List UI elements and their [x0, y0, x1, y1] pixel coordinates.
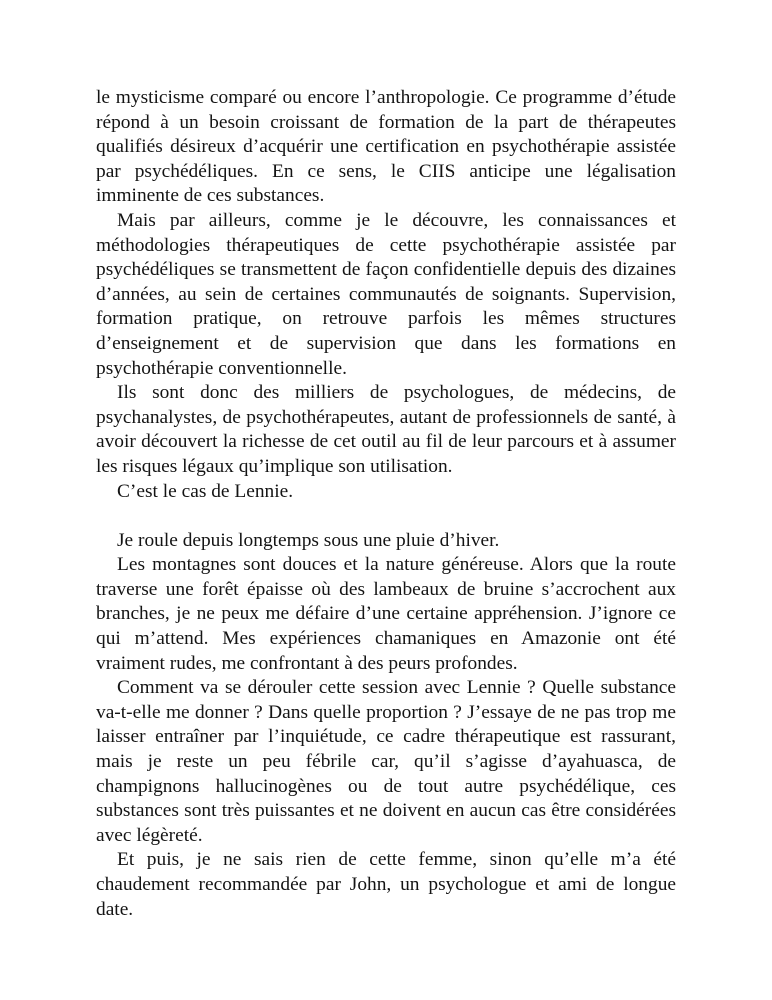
paragraph-5: Je roule depuis longtemps sous une pluie d’hiver. — [117, 529, 500, 551]
scene-break — [96, 504, 676, 529]
paragraph-1: le mysticisme comparé ou encore l’anthropologie. Ce programme d’étude répond à un besoin croissant de formation de la part de thérapeutes qualifiés désireux d’acquérir une certification en psychothérapie assistée par psychédéliques. En ce sens, le CIIS anticipe une légalisation imminente de ces substances. — [96, 87, 676, 207]
paragraph-4: C’est le cas de Lennie. — [117, 480, 294, 502]
paragraph-6: Les montagnes sont douces et la nature généreuse. Alors que la route traverse une forêt épaisse où des lambeaux de bruine s’accrochent aux branches, je ne peux me défaire d’une certaine appréhension. J’ignore ce qui m’attend. Mes expériences chamaniques en Amazonie ont été vraiment rudes, me confrontant à des peurs profondes. — [96, 554, 676, 674]
book-page — [96, 86, 676, 922]
paragraph-3: Ils sont donc des milliers de psychologues, de médecins, de psychanalystes, de psychothérapeutes, autant de professionnels de santé, à avoir découvert la richesse de cet outil au fil de leur parcours et à assumer les risques légaux qu’implique son utilisation. — [96, 382, 676, 477]
paragraph-7: Comment va se dérouler cette session avec Lennie ? Quelle substance va-t-elle me donner ? Dans quelle proportion ? J’essaye de ne pas trop me laisser entraîner par l’inquiétude, ce cadre thérapeutique est rassurant, mais je reste un peu fébrile car, qu’il s’agisse d’ayahuasca, de champignons hallucinogènes ou de tout autre psychédélique, ces substances sont très puissantes et ne doivent en aucun cas être considérées avec légèreté. — [96, 677, 676, 846]
paragraph-2: Mais par ailleurs, comme je le découvre, les connaissances et méthodologies thérapeutiques de cette psychothérapie assistée par psychédéliques se transmettent de façon confidentielle depuis des dizaines d’années, au sein de certaines communautés de soignants. Supervision, formation pratique, on retrouve parfois les mêmes structures d’enseignement et de supervision que dans les formations en psychothérapie conventionnelle. — [96, 209, 676, 379]
paragraph-8: Et puis, je ne sais rien de cette femme, sinon qu’elle m’a été chaudement recommandée par John, un psychologue et ami de longue date. — [96, 849, 676, 920]
